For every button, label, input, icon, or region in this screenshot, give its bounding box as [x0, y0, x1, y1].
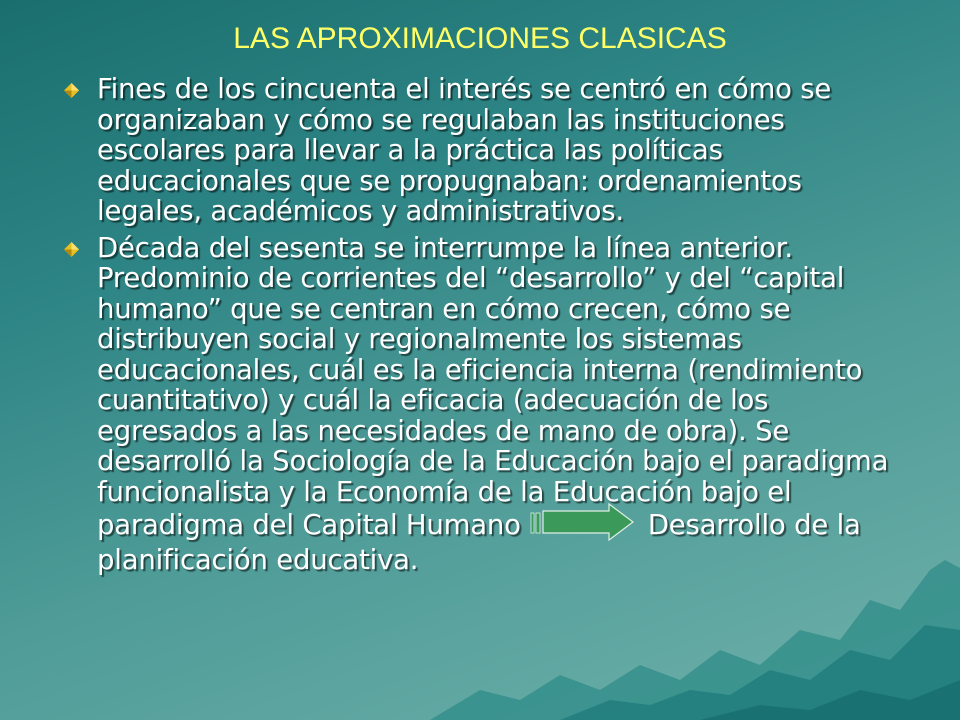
slide-title: LAS APROXIMACIONES CLASICAS [233, 22, 727, 55]
bullet-text-continuation: Desarrollo de la planificación educativa. [97, 509, 861, 576]
right-arrow-icon [529, 503, 639, 541]
bullet-item [60, 74, 900, 227]
bullet-text: Fines de los cincuenta el interés se centró en cómo se organizaban y cómo se regulaban las instituciones escolares para llevar a la práctica las políticas educacionales que se propugnaban: ordenamientos legales, académicos y administrativos. [97, 73, 832, 227]
diamond-bullet-icon [64, 242, 79, 257]
bullet-text: Década del sesenta se interrumpe la línea anterior. Predominio de corrientes del “desarrollo” y del “capital humano” que se centran en cómo crecen, cómo se distribuyen social y regionalmente los sistemas educacionales, cuál es la eficiencia interna (rendimiento cuantitativo) y cuál la eficacia (adecuación de los egresados a las necesidades de mano de obra). Se desarrolló la Sociología de la Educación bajo el paradigma funcionalista y la Economía de la Educación bajo el paradigma del Capital Humano [97, 231, 889, 541]
bullet-item [60, 233, 900, 576]
bullet-list [60, 74, 900, 582]
diamond-bullet-icon [64, 83, 79, 98]
